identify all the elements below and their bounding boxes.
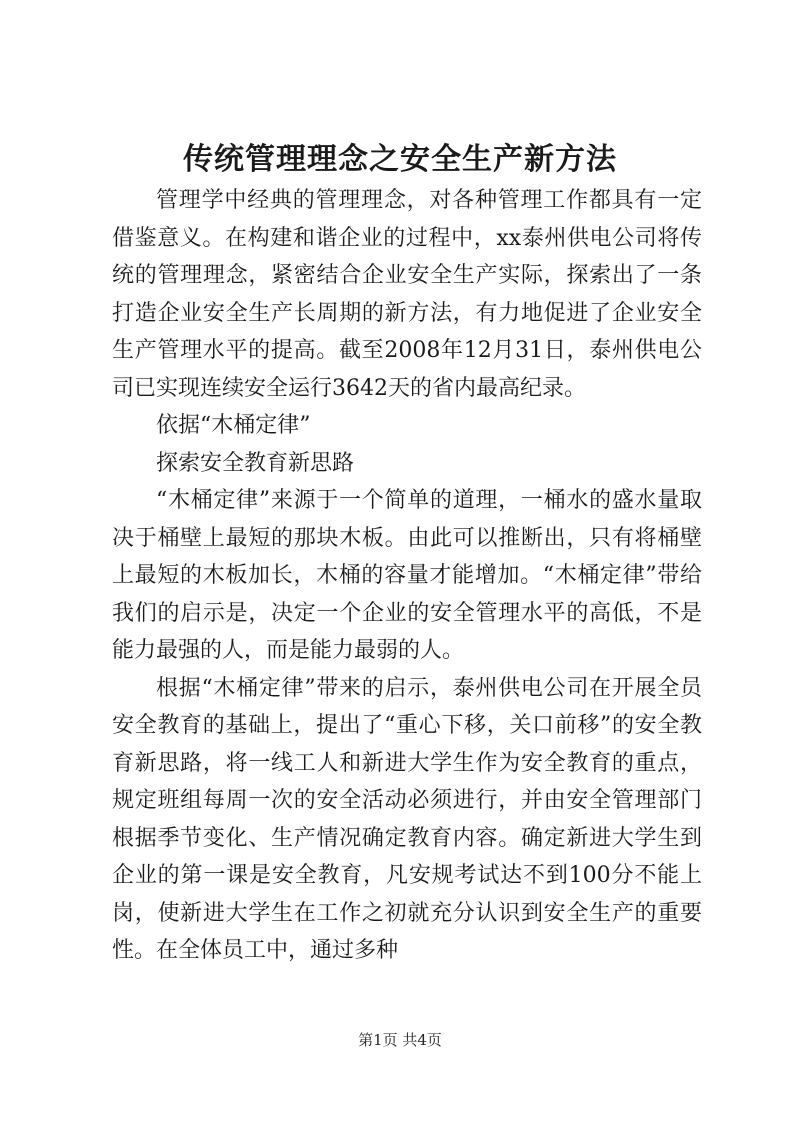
document-body — [112, 182, 702, 970]
section-heading-1: 依据“木桶定律” — [156, 413, 311, 438]
paragraph-barrel-law: “木桶定律”来源于一个简单的道理，一桶水的盛水量取决于桶壁上最短的那块木板。由此可以推断出，只有将桶壁上最短的木板加长，木桶的容量才能增加。“木桶定律”带给我们的启示是，决定一个企业的安全管理水平的高低，不是能力最强的人，而是能力最弱的人。 — [112, 488, 702, 663]
paragraph-intro: 管理学中经典的管理理念，对各种管理工作都具有一定借鉴意义。在构建和谐企业的过程中，xx泰州供电公司将传统的管理理念，紧密结合企业安全生产实际，探索出了一条打造企业安全生产长周期的新方法，有力地促进了企业安全生产管理水平的提高。截至2008年12月31日，泰州供电公司已实现连续安全运行3642天的省内最高纪录。 — [112, 188, 702, 401]
page-number-footer: 第1页 共4页 — [358, 1031, 442, 1049]
section-heading-2: 探索安全教育新思路 — [156, 450, 355, 476]
page-title: 传统管理理念之安全生产新方法 — [183, 142, 617, 177]
paragraph-safety-education: 根据“木桶定律”带来的启示，泰州供电公司在开展全员安全教育的基础上，提出了“重心下移，关口前移”的安全教育新思路，将一线工人和新进大学生作为安全教育的重点，规定班组每周一次的安全活动必须进行，并由安全管理部门根据季节变化、生产情况确定教育内容。确定新进大学生到企业的第一课是安全教育，凡安规考试达不到100分不能上岗，使新进大学生在工作之初就充分认识到安全生产的重要性。在全体员工中，通过多种 — [112, 675, 702, 963]
